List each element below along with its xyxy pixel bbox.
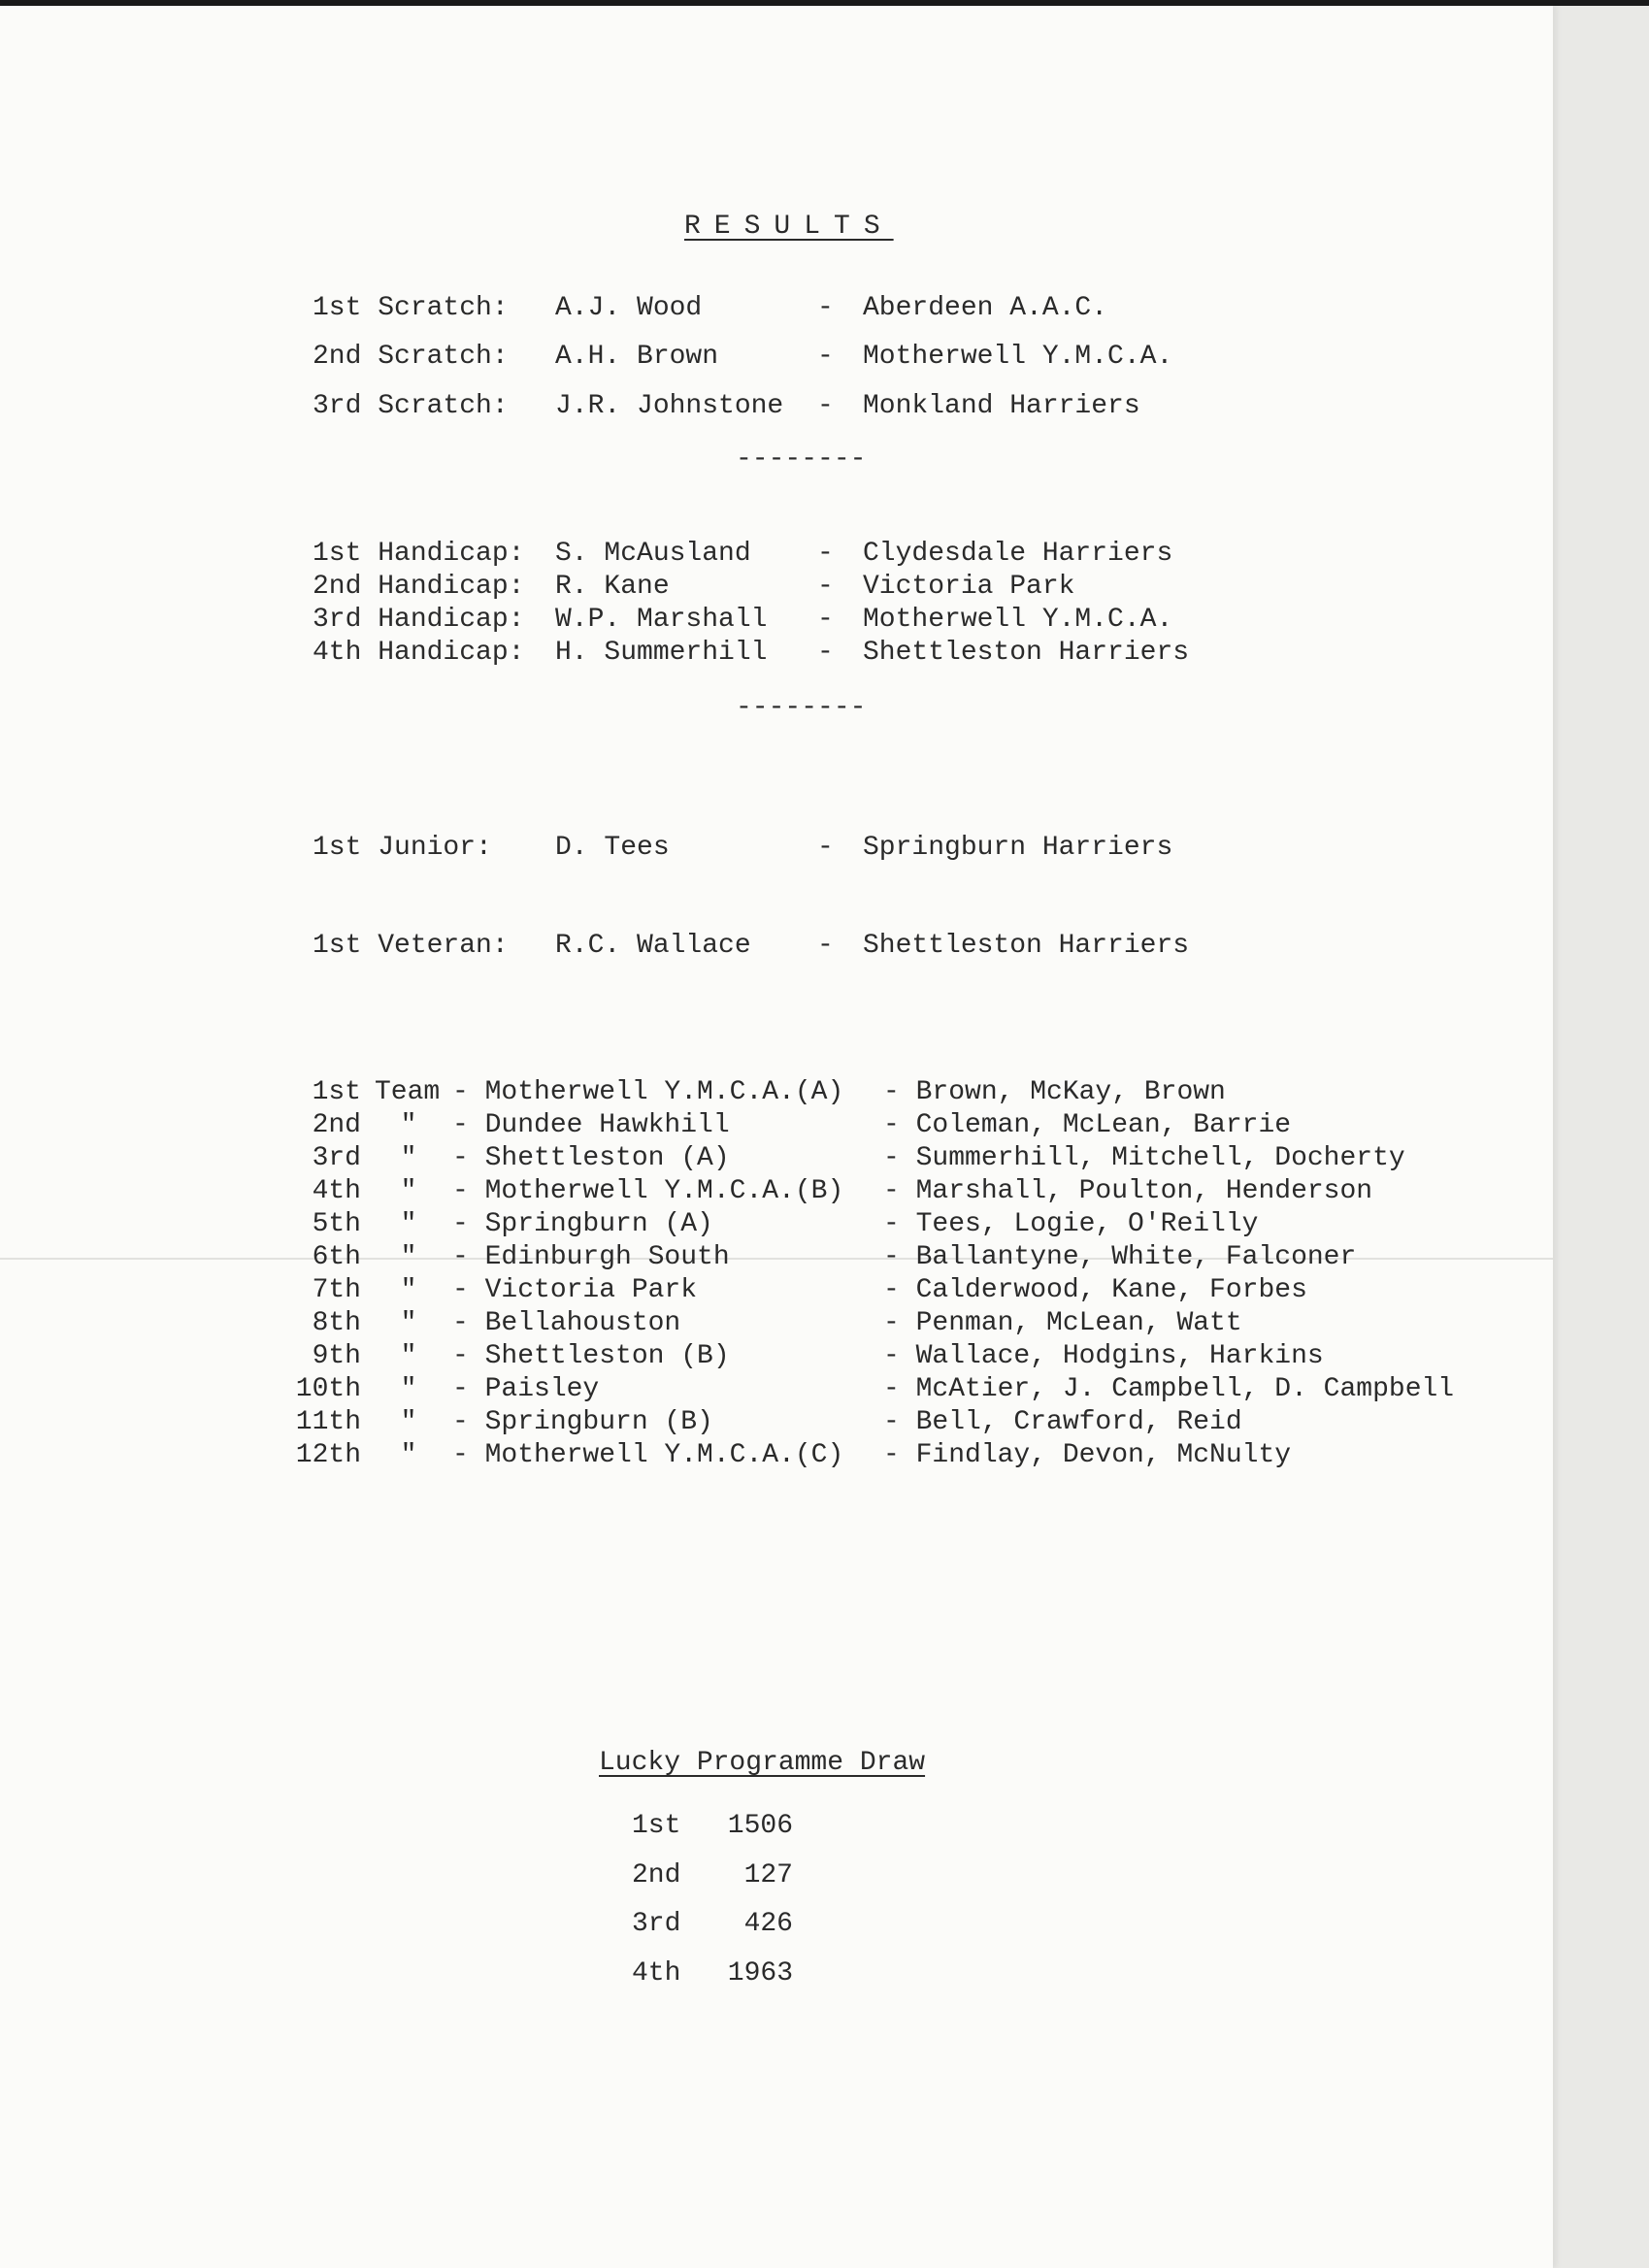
team-place: 9th <box>312 1341 361 1371</box>
result-club: Aberdeen A.A.C. <box>863 293 1108 323</box>
team-place: 11th <box>295 1407 361 1437</box>
team-label: " <box>400 1341 417 1371</box>
team-label: Team <box>375 1077 441 1107</box>
team-name: - Motherwell Y.M.C.A.(C) <box>452 1440 844 1470</box>
team-label: " <box>400 1209 417 1239</box>
result-place: 1st Veteran: <box>313 931 509 961</box>
result-name: D. Tees <box>555 833 670 863</box>
result-place: 2nd Scratch: <box>313 342 509 372</box>
draw-number: 1506 <box>727 1811 793 1841</box>
draw-place: 1st <box>632 1811 681 1841</box>
result-dash: - <box>817 638 834 668</box>
draw-place: 2nd <box>632 1860 681 1890</box>
team-place: 5th <box>312 1209 361 1239</box>
team-members: - Brown, McKay, Brown <box>883 1077 1226 1107</box>
result-name: R. Kane <box>555 572 670 602</box>
result-club: Monkland Harriers <box>863 391 1140 421</box>
result-dash: - <box>817 391 834 421</box>
team-members: - Findlay, Devon, McNulty <box>883 1440 1292 1470</box>
team-members: - Penman, McLean, Watt <box>883 1308 1242 1338</box>
team-place: 6th <box>312 1242 361 1272</box>
team-members: - Tees, Logie, O'Reilly <box>883 1209 1259 1239</box>
team-name: - Shettleston (A) <box>452 1143 730 1173</box>
team-name: - Paisley <box>452 1374 600 1404</box>
result-name: A.H. Brown <box>555 342 719 372</box>
team-members: - Wallace, Hodgins, Harkins <box>883 1341 1324 1371</box>
team-members: - Bell, Crawford, Reid <box>883 1407 1242 1437</box>
team-name: - Motherwell Y.M.C.A.(A) <box>452 1077 844 1107</box>
result-place: 3rd Scratch: <box>313 391 509 421</box>
team-place: 4th <box>312 1176 361 1206</box>
team-label: " <box>400 1407 417 1437</box>
team-name: - Victoria Park <box>452 1275 698 1305</box>
draw-title: Lucky Programme Draw <box>599 1748 926 1778</box>
team-label: " <box>400 1242 417 1272</box>
team-label: " <box>400 1176 417 1206</box>
team-label: " <box>400 1275 417 1305</box>
team-place: 10th <box>295 1374 361 1404</box>
result-dash: - <box>817 833 834 863</box>
team-label: " <box>400 1143 417 1173</box>
result-place: 2nd Handicap: <box>313 572 525 602</box>
result-club: Clydesdale Harriers <box>863 539 1173 569</box>
result-club: Motherwell Y.M.C.A. <box>863 342 1173 372</box>
team-name: - Motherwell Y.M.C.A.(B) <box>452 1176 844 1206</box>
draw-place: 4th <box>632 1958 681 1989</box>
result-dash: - <box>817 605 834 635</box>
result-name: A.J. Wood <box>555 293 703 323</box>
result-club: Victoria Park <box>863 572 1075 602</box>
result-place: 1st Junior: <box>313 833 492 863</box>
result-dash: - <box>817 931 834 961</box>
result-place: 4th Handicap: <box>313 638 525 668</box>
result-name: H. Summerhill <box>555 638 768 668</box>
result-dash: - <box>817 539 834 569</box>
team-place: 12th <box>295 1440 361 1470</box>
page-title: RESULTS <box>684 212 894 242</box>
team-members: - Marshall, Poulton, Henderson <box>883 1176 1373 1206</box>
result-dash: - <box>817 342 834 372</box>
result-name: W.P. Marshall <box>555 605 768 635</box>
team-members: - Ballantyne, White, Falconer <box>883 1242 1357 1272</box>
draw-number: 1963 <box>727 1958 793 1989</box>
result-club: Motherwell Y.M.C.A. <box>863 605 1173 635</box>
result-club: Shettleston Harriers <box>863 931 1190 961</box>
team-name: - Springburn (A) <box>452 1209 713 1239</box>
result-name: R.C. Wallace <box>555 931 751 961</box>
team-name: - Bellahouston <box>452 1308 681 1338</box>
team-place: 1st <box>312 1077 361 1107</box>
team-label: " <box>400 1440 417 1470</box>
team-label: " <box>400 1308 417 1338</box>
result-dash: - <box>817 293 834 323</box>
section-separator: -------- <box>736 693 867 723</box>
team-members: - Coleman, McLean, Barrie <box>883 1110 1292 1140</box>
team-members: - Summerhill, Mitchell, Docherty <box>883 1143 1405 1173</box>
team-place: 3rd <box>312 1143 361 1173</box>
team-name: - Edinburgh South <box>452 1242 730 1272</box>
draw-number: 127 <box>743 1860 793 1890</box>
team-place: 8th <box>312 1308 361 1338</box>
result-name: S. McAusland <box>555 539 751 569</box>
team-label: " <box>400 1374 417 1404</box>
team-name: - Shettleston (B) <box>452 1341 730 1371</box>
team-label: " <box>400 1110 417 1140</box>
draw-place: 3rd <box>632 1909 681 1939</box>
result-name: J.R. Johnstone <box>555 391 784 421</box>
team-place: 2nd <box>312 1110 361 1140</box>
result-club: Springburn Harriers <box>863 833 1173 863</box>
result-dash: - <box>817 572 834 602</box>
result-place: 1st Handicap: <box>313 539 525 569</box>
draw-number: 426 <box>743 1909 793 1939</box>
team-members: - Calderwood, Kane, Forbes <box>883 1275 1307 1305</box>
result-club: Shettleston Harriers <box>863 638 1190 668</box>
team-name: - Springburn (B) <box>452 1407 713 1437</box>
result-place: 1st Scratch: <box>313 293 509 323</box>
team-name: - Dundee Hawkhill <box>452 1110 730 1140</box>
document-page <box>0 6 1553 2268</box>
team-place: 7th <box>312 1275 361 1305</box>
result-place: 3rd Handicap: <box>313 605 525 635</box>
team-members: - McAtier, J. Campbell, D. Campbell <box>883 1374 1455 1404</box>
section-separator: -------- <box>736 444 867 475</box>
